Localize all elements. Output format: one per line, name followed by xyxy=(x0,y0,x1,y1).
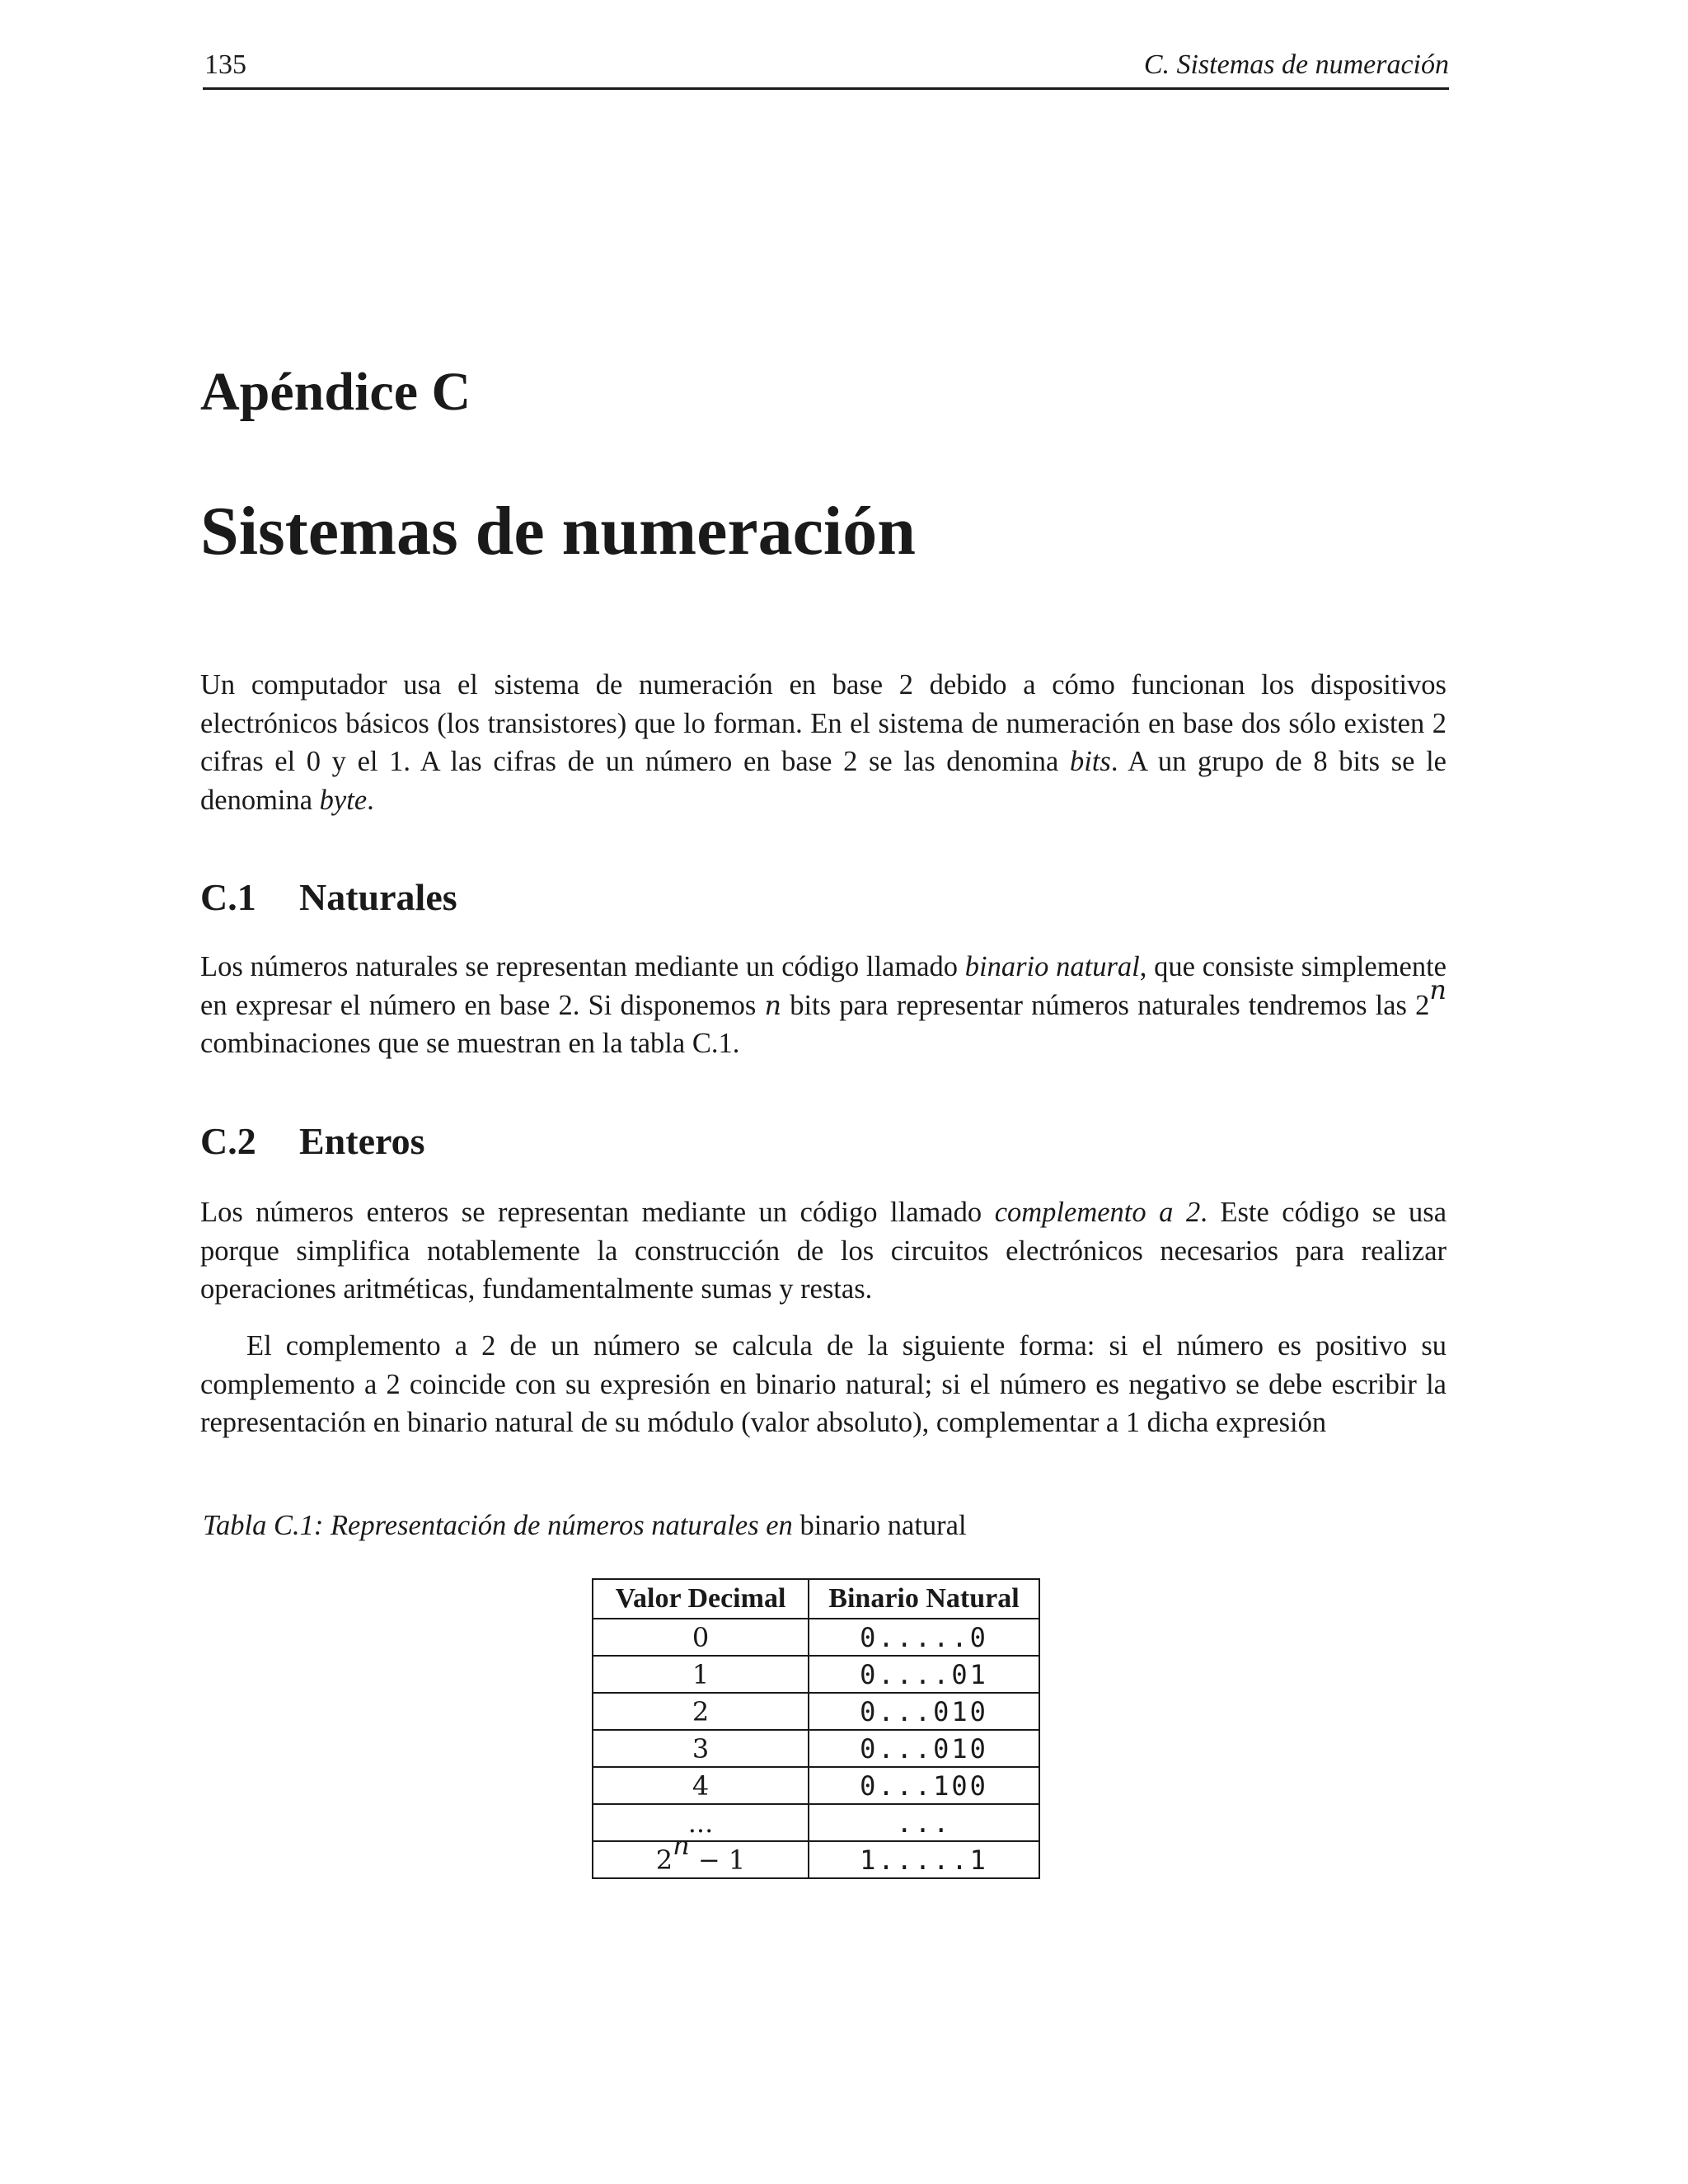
binary-cell: 0...010 xyxy=(809,1693,1039,1730)
running-header xyxy=(203,43,1449,90)
enteros-paragraph-1 xyxy=(200,1193,1447,1309)
section-heading-enteros xyxy=(200,1119,425,1163)
page-number: 135 xyxy=(204,49,246,80)
decimal-cell xyxy=(593,1829,809,1878)
naturales-text-1: Los números naturales se representan mediante un código llamado xyxy=(200,951,965,982)
enteros-paragraph-2: El complemento a 2 de un número se calcula de la siguiente forma: si el número es positivo su complemento a 2 coincide con su expresión en binario natural; si el número es negativo se debe escribir la representación en binario natural de su módulo (valor absoluto), complementar a 1 dicha expresión xyxy=(200,1330,1447,1438)
table-header-row xyxy=(593,1579,1039,1619)
binario-natural-term: binario natural xyxy=(964,951,1140,982)
section-title: Enteros xyxy=(299,1120,425,1162)
table-row xyxy=(593,1619,1039,1656)
decimal-cell: 1 xyxy=(593,1656,809,1693)
section-title: Naturales xyxy=(299,876,457,918)
intro-paragraph xyxy=(200,666,1447,819)
decimal-cell: 3 xyxy=(593,1730,809,1767)
section-number: C.2 xyxy=(200,1120,256,1162)
intro-bits-term: bits xyxy=(1070,746,1111,777)
enteros-text-1: Los números enteros se representan mediante un código llamado xyxy=(200,1197,995,1228)
binary-cell: 0...010 xyxy=(809,1730,1039,1767)
naturales-text-2: , que consiste simplemente en expresar el número en base 2. Si disponemos xyxy=(200,951,1447,1021)
appendix-label: Apéndice C xyxy=(200,362,471,422)
binary-cell: 0...100 xyxy=(809,1767,1039,1804)
binary-cell: 1.....1 xyxy=(809,1841,1039,1878)
section-heading-naturales xyxy=(200,875,457,919)
table-row xyxy=(593,1767,1039,1804)
math-superscript-n: n xyxy=(1429,974,1447,1005)
naturales-text-4: combinaciones que se muestran en la tabla C.1. xyxy=(200,1028,740,1059)
decimal-cell: 4 xyxy=(593,1767,809,1804)
decimal-cell: 2 xyxy=(593,1693,809,1730)
decimal-cell: ... xyxy=(593,1804,809,1841)
math-n: n xyxy=(764,989,782,1021)
table-caption-plain: binario natural xyxy=(792,1510,967,1541)
table-row xyxy=(593,1841,1039,1878)
intro-byte-term: byte xyxy=(319,784,368,816)
section-number: C.1 xyxy=(200,876,256,918)
chapter-title: Sistemas de numeración xyxy=(200,493,916,569)
complemento-a-2-term: complemento a 2 xyxy=(994,1197,1201,1228)
math-exponent: n xyxy=(673,1829,690,1861)
binary-cell: 0....01 xyxy=(809,1656,1039,1693)
binary-cell: 0.....0 xyxy=(809,1619,1039,1656)
intro-text-3: . xyxy=(367,784,374,816)
naturales-text-3: bits para representar números naturales tendremos las 2 xyxy=(781,989,1430,1021)
enteros-text-2: . Este código se usa porque simplifica notablemente la construcción de los circuitos electrónicos necesarios para realizar operaciones aritméticas, fundamentalmente sumas y restas. xyxy=(200,1197,1447,1305)
binary-cell: ... xyxy=(809,1804,1039,1841)
table-row xyxy=(593,1730,1039,1767)
decimal-cell: 0 xyxy=(593,1619,809,1656)
table-row xyxy=(593,1693,1039,1730)
binary-natural-table xyxy=(592,1578,1040,1879)
table-caption-italic: Tabla C.1: Representación de números naturales en xyxy=(203,1510,793,1541)
column-header-decimal: Valor Decimal xyxy=(593,1579,809,1619)
running-header-chapter: C. Sistemas de numeración xyxy=(1143,49,1449,80)
table-caption xyxy=(203,1510,967,1542)
naturales-paragraph xyxy=(200,948,1447,1063)
table-row xyxy=(593,1804,1039,1841)
intro-text-1: Un computador usa el sistema de numeración en base 2 debido a cómo funcionan los dispositivos electrónicos básicos (los transistores) que lo forman. En el sistema de numeración en base dos sólo existen 2 cifras el 0 y el 1. A las cifras de un número en base 2 se las denomina xyxy=(200,669,1447,777)
intro-text-2: . A un grupo de 8 bits se le denomina xyxy=(200,746,1447,816)
math-base: 2 xyxy=(655,1844,673,1876)
math-minus-one: − 1 xyxy=(689,1844,746,1876)
table-row xyxy=(593,1656,1039,1693)
column-header-binary: Binario Natural xyxy=(809,1579,1039,1619)
